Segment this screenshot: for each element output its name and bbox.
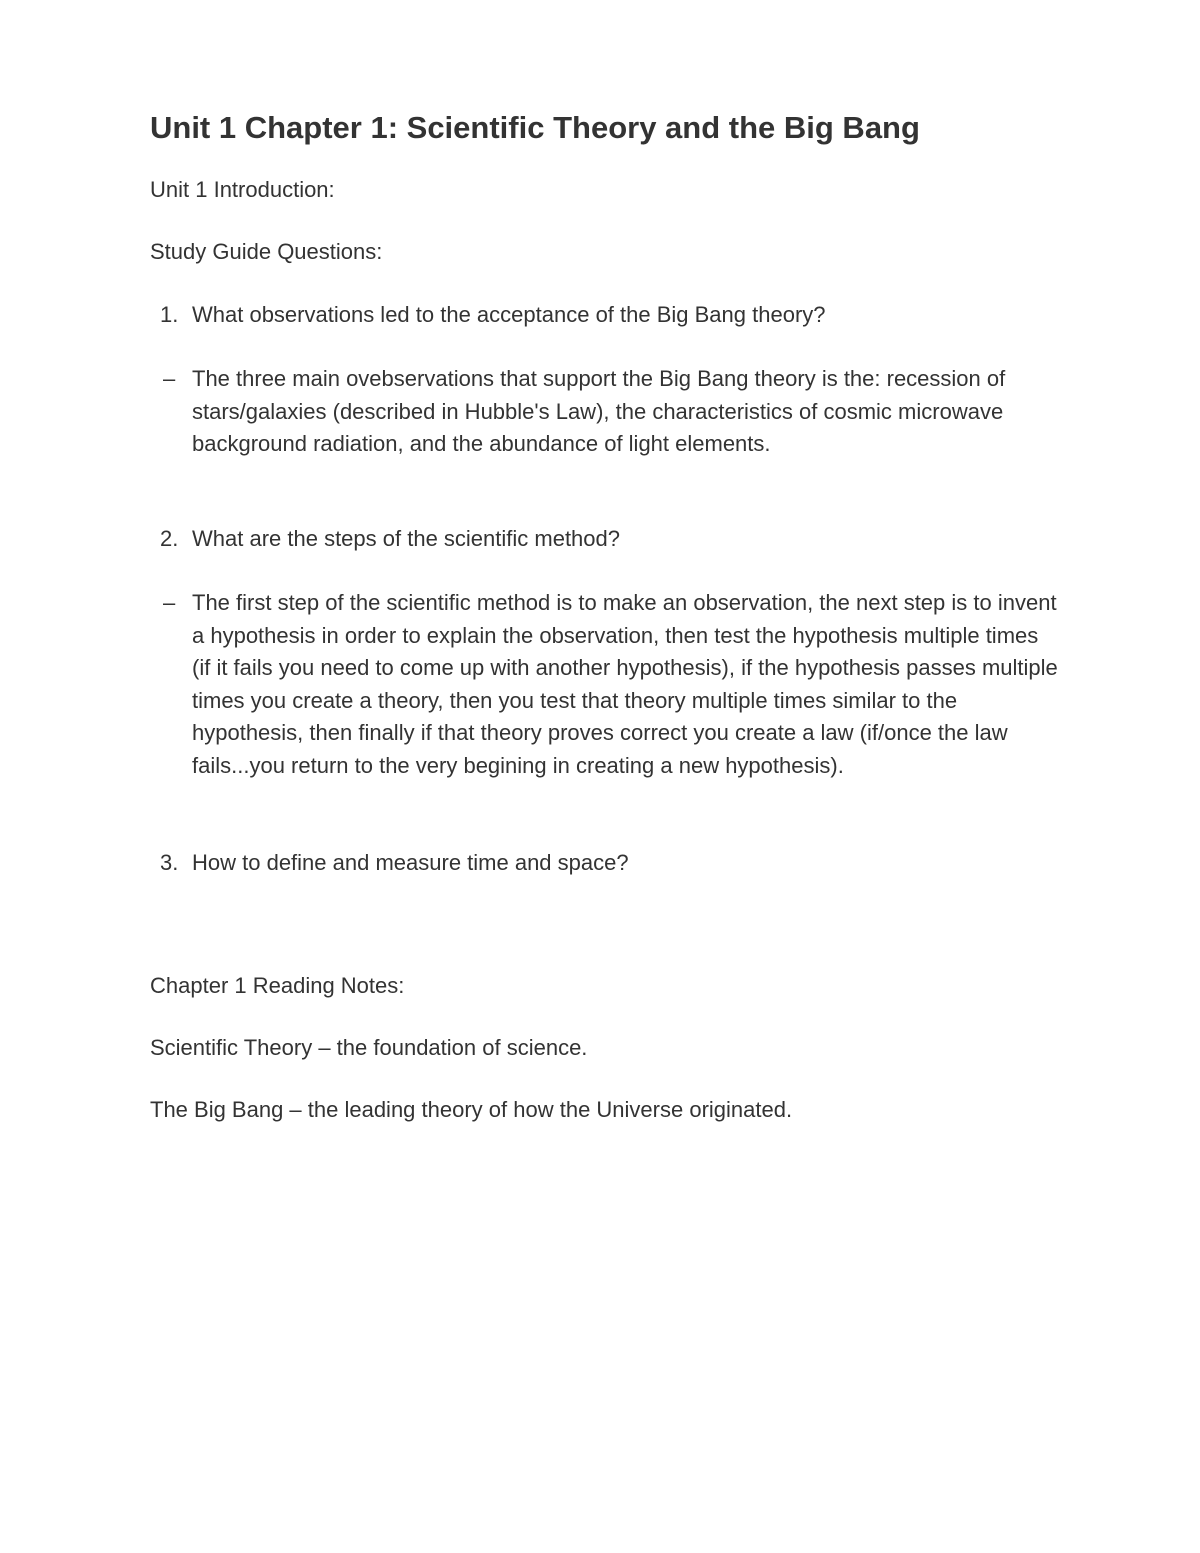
answer-text: The first step of the scientific method is to make an observation, the next step is to invent a hypothesis in order to explain the observation, then test the hypothesis multiple times (if it fails you need to come up with another hypothesis), if the hypothesis passes multiple times you create a theory, then you test that theory multiple times similar to the hypothesis, then finally if that theory proves correct you create a law (if/once the law fails...you return to the very begining in creating a new hypothesis). [192, 590, 1058, 778]
page-title: Unit 1 Chapter 1: Scientific Theory and the Big Bang [150, 110, 920, 145]
document-page [150, 0, 1060, 1553]
answer-dash-marker: – [163, 590, 176, 615]
question-number: 3. [160, 850, 179, 875]
note-scientific-theory: Scientific Theory – the foundation of science. [150, 1035, 588, 1060]
note-big-bang: The Big Bang – the leading theory of how the Universe originated. [150, 1097, 793, 1122]
answer-text: The three main ovebservations that support the Big Bang theory is the: recession of stars/galaxies (described in Hubble's Law), the characteristics of cosmic microwave background radiation, and the abundance of light elements. [192, 366, 1006, 456]
reading-notes-heading: Chapter 1 Reading Notes: [150, 973, 405, 998]
answer-dash-marker: – [163, 366, 176, 391]
unit-intro-label: Unit 1 Introduction: [150, 177, 335, 202]
question-text: What observations led to the acceptance of the Big Bang theory? [192, 302, 826, 327]
question-text: How to define and measure time and space? [192, 850, 629, 875]
question-text: What are the steps of the scientific method? [192, 526, 621, 551]
study-guide-heading: Study Guide Questions: [150, 239, 383, 264]
question-number: 2. [160, 526, 179, 551]
question-number: 1. [160, 302, 179, 327]
